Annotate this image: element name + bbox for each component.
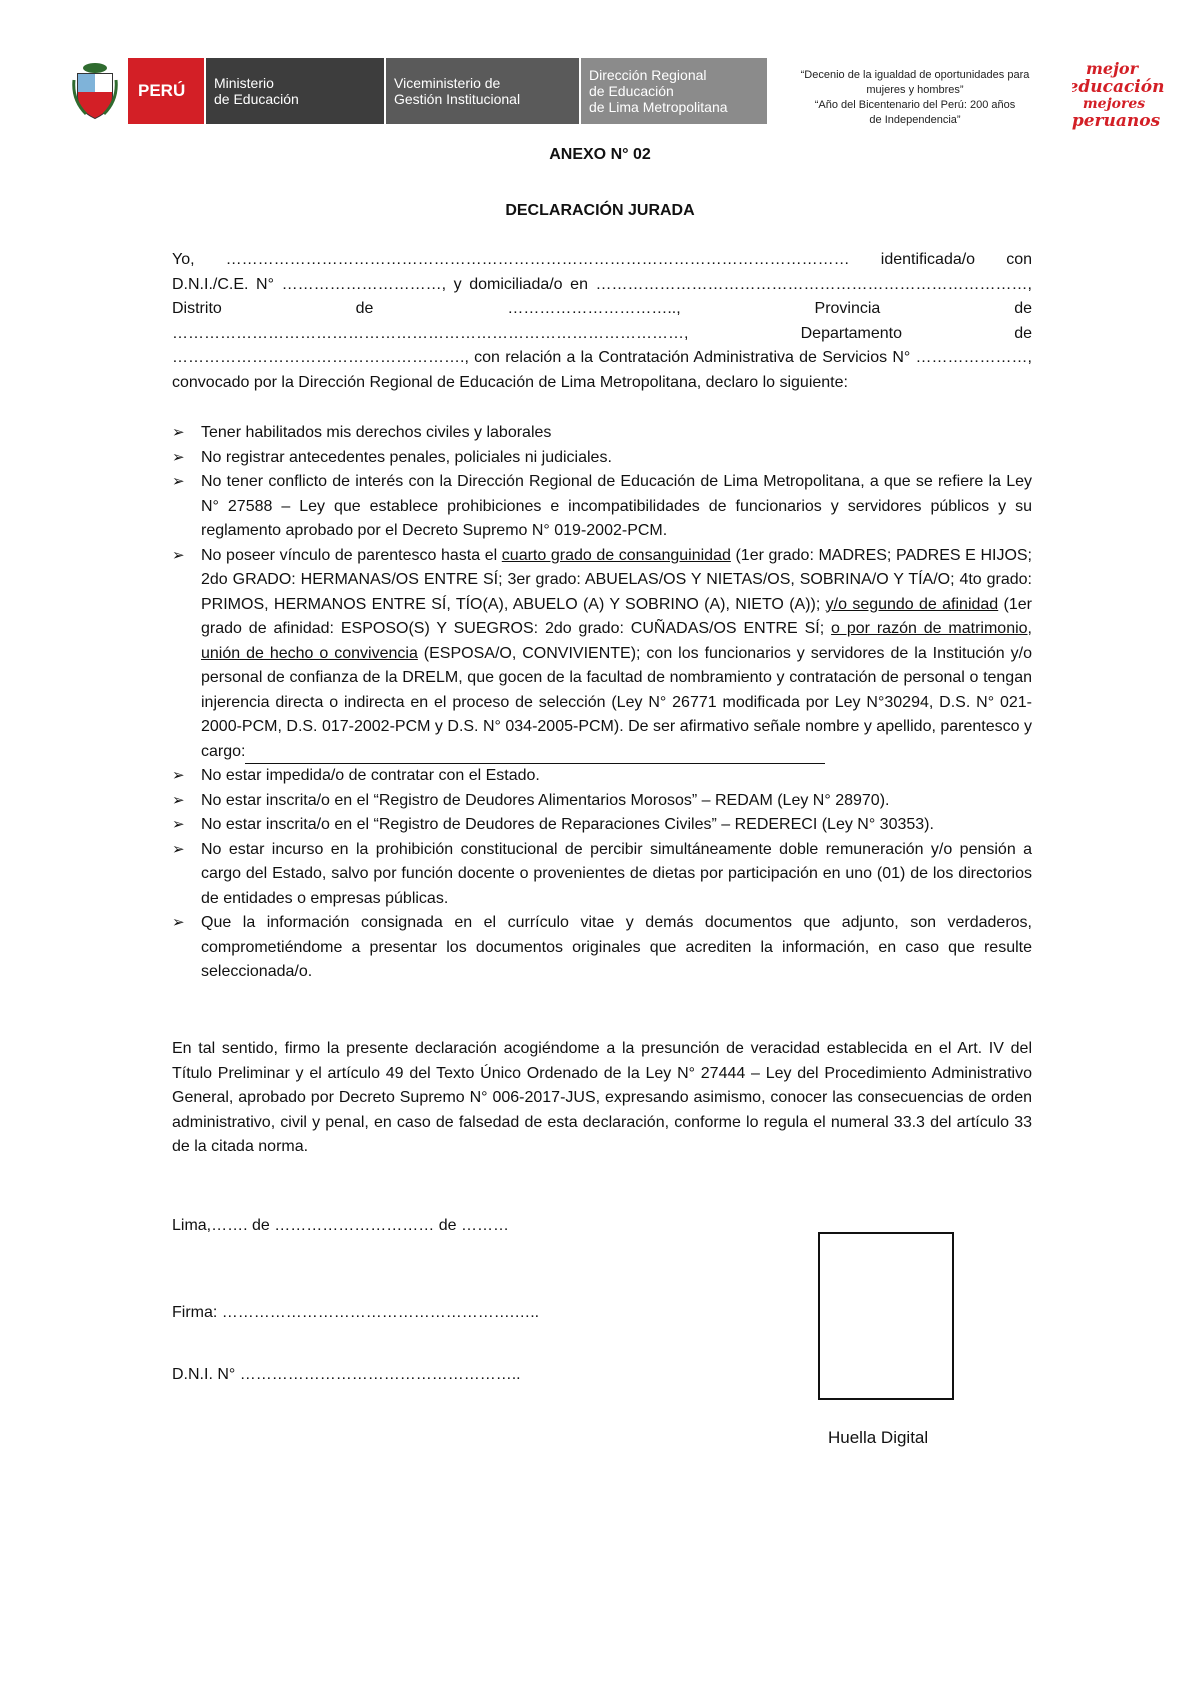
signature-field[interactable]: Firma: ……………………………………………….…..: [172, 1304, 540, 1321]
institutional-header: [70, 58, 767, 124]
intro-paragraph: [172, 248, 1032, 395]
fingerprint-label: Huella Digital: [828, 1428, 929, 1447]
parentesco-text-2: (1er grado: MADRES; PADRES E HIJOS; 2do GRADO: HERMANAS/OS ENTRE SÍ; 3er grado: ABUELAS/OS Y NIETAS/OS, SOBRINA/O Y TÍA/O; 4to grado: PRIMOS, HERMANOS ENTRE SÍ, TÍO(A), ABUELO (A) Y SOBRINO (A), NIETO (A));: [201, 546, 1033, 613]
list-item: [172, 838, 1032, 912]
arrow-bullet-icon: ➢: [172, 914, 185, 931]
list-item: [172, 470, 1032, 544]
direccion-line-2: de Educación: [589, 83, 674, 99]
decenio-quote: [780, 68, 1050, 128]
quote-line: mujeres y hombres”: [866, 84, 964, 96]
arrow-bullet-icon: ➢: [172, 546, 185, 564]
arrow-bullet-icon: ➢: [172, 473, 185, 490]
viceministerio-block: [384, 58, 579, 124]
peru-coat-of-arms-icon: [70, 58, 120, 124]
arrow-bullet-icon: ➢: [172, 424, 185, 441]
quote-line: de Independencia”: [869, 114, 961, 126]
parentesco-underlined-1: cuarto grado de consanguinidad: [501, 546, 731, 564]
svg-text:peruanos: peruanos: [1072, 111, 1161, 131]
arrow-bullet-icon: ➢: [172, 840, 185, 858]
arrow-bullet-icon: ➢: [172, 791, 185, 809]
peru-brand-block: [128, 58, 204, 124]
item-text: No estar impedida/o de contratar con el Estado.: [201, 767, 540, 784]
place-date-field[interactable]: Lima,……. de ………………………… de ………: [172, 1217, 509, 1234]
arrow-bullet-icon: ➢: [172, 448, 185, 466]
viceministerio-line-2: Gestión Institucional: [394, 91, 521, 107]
list-item: [172, 789, 1032, 814]
item-text: No registrar antecedentes penales, policiales ni judiciales.: [201, 448, 612, 466]
peru-label: PERÚ: [138, 81, 186, 100]
direccion-block: [579, 58, 767, 124]
fingerprint-box[interactable]: [818, 1232, 954, 1400]
closing-text: En tal sentido, firmo la presente declaración acogiéndome a la presunción de veracidad establecida en el Art. IV del Título Preliminar y el artículo 49 del Texto Único Ordenado de la Ley N° 27444 – Ley del Procedimiento Administrativo General, aprobado por Decreto Supremo N° 006-2017-JUS, expresando asimismo, conocer las consecuencias de orden administrativo, civil y penal, en caso de falsedad de esta declaración, conforme lo regula el numeral 33.3 del artículo 33 de la citada norma.: [172, 1040, 1032, 1155]
svg-text:educación: educación: [1072, 77, 1164, 97]
parentesco-text-4: (ESPOSA/O, CONVIVIENTE); con los funcionarios y servidores de la Institución y/o personal de confianza de la DRELM, que gocen de la facultad de nombramiento y contratación de personal o tengan injerencia directa o indirecta en el proceso de selección (Ley N° 26771 modificada por Ley N°30294, D.S. N° 021-2000-PCM, D.S. 017-2002-PCM y D.S. N° 034-2005-PCM). De ser afirmativo señale nombre y apellido, parentesco y cargo:: [201, 644, 1033, 760]
document-title: DECLARACIÓN JURADA: [505, 202, 695, 219]
item-text: No estar inscrita/o en el “Registro de Deudores Alimentarios Morosos” – REDAM (Ley N° 28970).: [201, 791, 890, 809]
arrow-bullet-icon: ➢: [172, 816, 185, 833]
list-item: [172, 446, 1032, 471]
parentesco-underlined-2: y/o segundo de afinidad: [825, 595, 999, 613]
item-text: No estar incurso en la prohibición constitucional de percibir simultáneamente doble remuneración y/o pensión a cargo del Estado, salvo por función docente o provenientes de dietas por participación en uno (01) de los directorios de entidades o empresas públicas.: [201, 840, 1032, 907]
list-item: [172, 421, 1032, 446]
annex-title: ANEXO N° 02: [549, 146, 651, 163]
list-item: [172, 764, 1032, 789]
ministerio-line-2: de Educación: [214, 91, 299, 107]
parentesco-fill-line[interactable]: [245, 745, 825, 764]
parentesco-underlined-3: o por razón de matrimonio, unión de hecho o convivencia: [201, 620, 1033, 662]
svg-text:mejor: mejor: [1086, 59, 1138, 78]
quote-line: “Decenio de la igualdad de oportunidades para: [800, 69, 1030, 81]
direccion-line-1: Dirección Regional: [589, 67, 707, 83]
dni-field[interactable]: D.N.I. N° ……………………………………………..: [172, 1366, 521, 1383]
item-text: No estar inscrita/o en el “Registro de Deudores de Reparaciones Civiles” – REDERECI (Ley N° 30353).: [201, 816, 934, 833]
parentesco-text-3: (1er grado de afinidad: ESPOSO(S) Y SUEGROS: 2do grado: CUÑADAS/OS ENTRE SÍ;: [201, 595, 1033, 637]
intro-text: Yo, ……………………………………………………………………………………………………… identificada/o con D.N.I./C.E. N° …………………………, y domiciliada/o en ………………………………………………………………………, Distrito de ………………………….., Provincia de ……………………………………………………………………………………, Departamento de ………………………………………………., con relación a la Contratación Administrativa de Servicios N° …………………, convocado por la Dirección Regional de Educación de Lima Metropolitana, declaro lo siguiente:: [172, 251, 1032, 391]
quote-line: “Año del Bicentenario del Perú: 200 años: [814, 99, 1016, 111]
list-item: [172, 911, 1032, 985]
svg-text:mejores: mejores: [1082, 96, 1146, 112]
arrow-bullet-icon: ➢: [172, 767, 185, 784]
item-text: No tener conflicto de interés con la Dirección Regional de Educación de Lima Metropolitana, a que se refiere la Ley N° 27588 – Ley que establece prohibiciones e incompatibilidades de funcionarios y servidores públicos y su reglamento aprobado por el Decreto Supremo N° 019-2002-PCM.: [201, 473, 1032, 539]
item-text: Tener habilitados mis derechos civiles y laborales: [201, 424, 552, 441]
list-item: [172, 813, 1032, 838]
viceministerio-line-1: Viceministerio de: [394, 75, 501, 91]
item-text: Que la información consignada en el currículo vitae y demás documentos que adjunto, son verdaderos, comprometiéndome a presentar los documentos originales que acrediten la información, en caso que resulte seleccionada/o.: [201, 914, 1032, 980]
ministerio-block: [204, 58, 384, 124]
direccion-line-3: de Lima Metropolitana: [589, 99, 728, 115]
ministerio-line-1: Ministerio: [214, 75, 274, 91]
mejor-educacion-logo: [1072, 58, 1164, 132]
list-item-parentesco: [172, 544, 1032, 765]
closing-paragraph: [172, 1037, 1032, 1160]
declaration-list: [172, 421, 1032, 985]
parentesco-text-1: No poseer vínculo de parentesco hasta el: [201, 546, 502, 564]
